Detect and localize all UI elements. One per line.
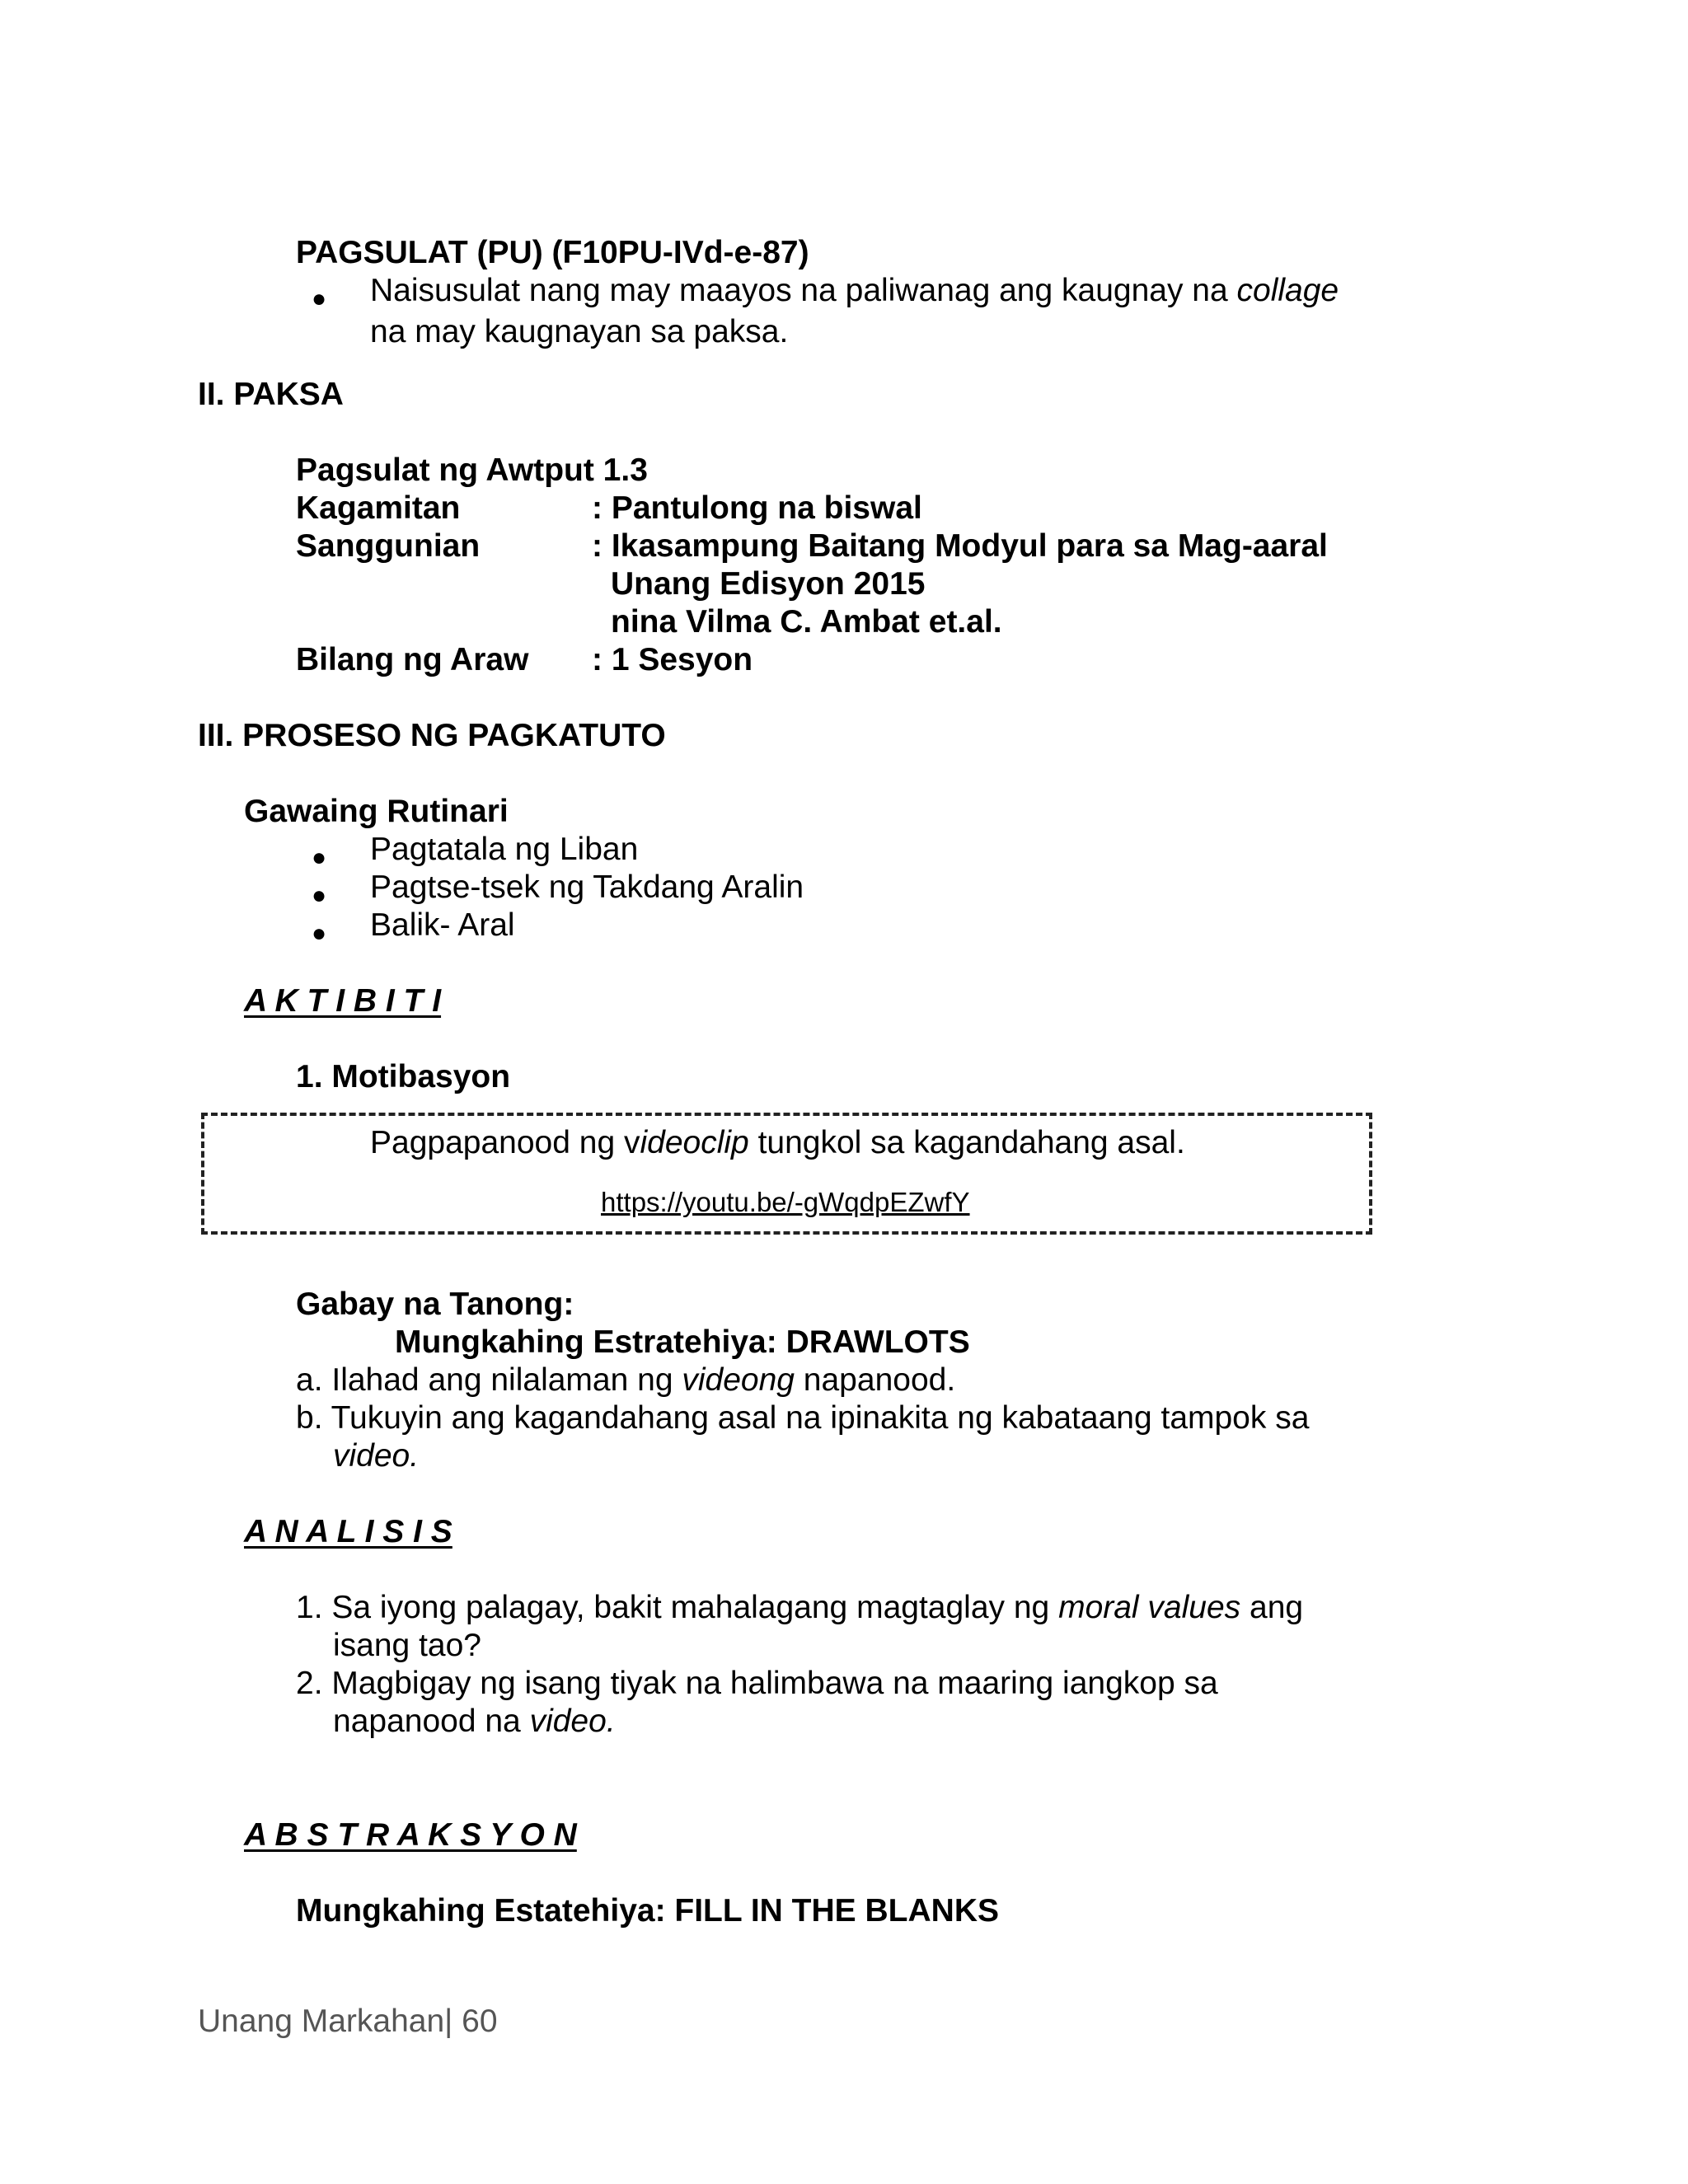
routine-item: Pagtse-tsek ng Takdang Aralin <box>370 869 804 905</box>
analisis-q2-cont <box>333 1703 616 1741</box>
page-footer: Unang Markahan| 60 <box>198 2004 498 2039</box>
sanggunian-value: : Ikasampung Baitang Modyul para sa Mag-aaral <box>592 528 1328 564</box>
sanggunian-cont-1: Unang Edisyon 2015 <box>611 566 926 602</box>
pagsulat-bullet-pre: Naisusulat nang may maayos na paliwanag ang kaugnay na <box>370 273 1237 308</box>
drawlots-strategy: Mungkahing Estratehiya: DRAWLOTS <box>395 1324 970 1360</box>
bullet-icon: ● <box>312 882 327 909</box>
routine-item: Balik- Aral <box>370 907 515 943</box>
paksa-heading: II. PAKSA <box>198 377 344 412</box>
bullet-icon: ● <box>312 285 327 312</box>
analisis-q1-post: ang <box>1240 1590 1304 1625</box>
routine-title: Gawaing Rutinari <box>244 794 509 829</box>
box-text-pre: Pagpapanood ng v <box>370 1125 640 1160</box>
abstraksyon-heading: A B S T R A K S Y O N <box>244 1817 577 1853</box>
question-a-italic: videong <box>682 1362 795 1398</box>
bilang-label: Bilang ng Araw <box>296 642 529 677</box>
question-a-pre: a. Ilahad ang nilalaman ng <box>296 1362 682 1398</box>
question-b-cont: video. <box>333 1438 420 1474</box>
routine-item: Pagtatala ng Liban <box>370 832 639 867</box>
analisis-heading: A N A L I S I S <box>244 1514 452 1549</box>
analisis-q2: 2. Magbigay ng isang tiyak na halimbawa na maaring iangkop sa <box>296 1666 1218 1701</box>
analisis-q2-cont-italic: video. <box>529 1704 616 1739</box>
analisis-q1-cont: isang tao? <box>333 1628 481 1663</box>
analisis-q1 <box>296 1589 1303 1627</box>
analisis-q2-cont-pre: napanood na <box>333 1704 530 1739</box>
paksa-title: Pagsulat ng Awtput 1.3 <box>296 452 648 488</box>
sanggunian-label: Sanggunian <box>296 528 481 564</box>
analisis-q1-pre: 1. Sa iyong palagay, bakit mahalagang magtaglay ng <box>296 1590 1059 1625</box>
question-a <box>296 1361 955 1399</box>
sanggunian-cont-2: nina Vilma C. Ambat et.al. <box>611 604 1002 640</box>
question-b: b. Tukuyin ang kagandahang asal na ipinakita ng kabataang tampok sa <box>296 1400 1310 1436</box>
pagsulat-bullet-line2: na may kaugnayan sa paksa. <box>370 314 789 349</box>
kagamitan-value: : Pantulong na biswal <box>592 490 922 526</box>
pagsulat-bullet-italic: collage <box>1236 273 1339 308</box>
box-text-post: tungkol sa kagandahang asal. <box>748 1125 1185 1160</box>
pagsulat-bullet-text <box>370 272 1339 310</box>
fill-blanks-strategy: Mungkahing Estatehiya: FILL IN THE BLANKS <box>296 1893 999 1929</box>
gabay-title: Gabay na Tanong: <box>296 1286 574 1322</box>
youtube-link[interactable]: https://youtu.be/-gWqdpEZwfY <box>601 1187 970 1217</box>
pagsulat-heading: PAGSULAT (PU) (F10PU-IVd-e-87) <box>296 235 809 270</box>
bullet-icon: ● <box>312 920 327 947</box>
bullet-icon: ● <box>312 844 327 871</box>
bilang-value: : 1 Sesyon <box>592 642 753 677</box>
box-text-italic: ideoclip <box>640 1125 749 1160</box>
aktibiti-heading: A K T I B I T I <box>244 983 442 1019</box>
question-a-post: napanood. <box>794 1362 956 1398</box>
kagamitan-label: Kagamitan <box>296 490 461 526</box>
analisis-q1-italic: moral values <box>1058 1590 1241 1625</box>
proseso-heading: III. PROSESO NG PAGKATUTO <box>198 718 666 753</box>
motibasyon-title: 1. Motibasyon <box>296 1059 511 1094</box>
motibasyon-box-text <box>370 1124 1185 1162</box>
